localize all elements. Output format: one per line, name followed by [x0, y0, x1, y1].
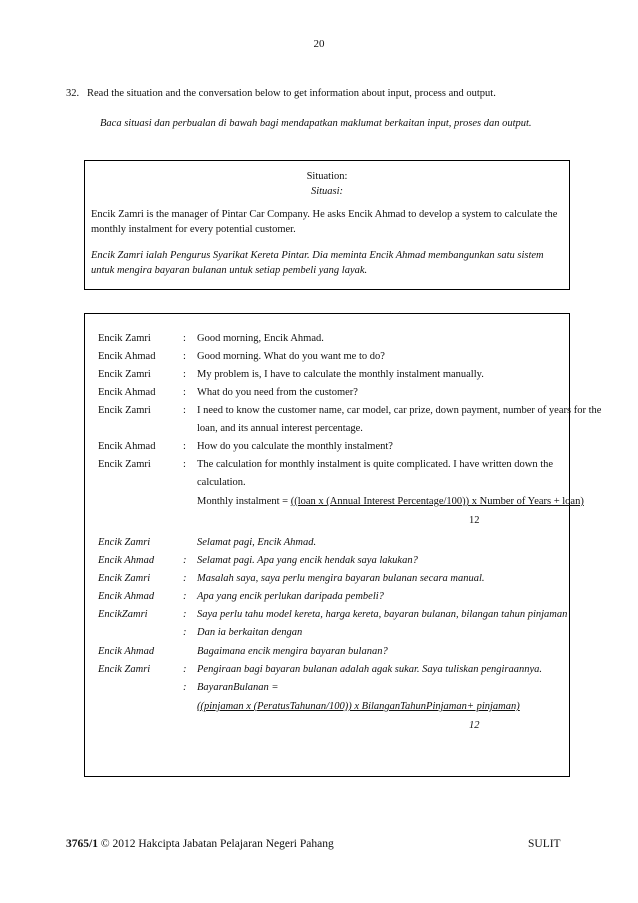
line-text: How do you calculate the monthly instalment? [197, 441, 393, 452]
conversation-line [85, 456, 569, 474]
conversation-line [85, 679, 569, 697]
conversation-line [85, 384, 569, 402]
speaker: Encik Zamri [98, 537, 151, 548]
speaker: Encik Ahmad [98, 646, 155, 657]
page-number: 20 [313, 38, 325, 50]
speaker: Encik Zamri [98, 664, 151, 675]
formula-en-label: Monthly instalment = [197, 496, 291, 507]
formula-my-denominator: 12 [469, 720, 480, 731]
line-text: Bagaimana encik mengira bayaran bulanan? [197, 646, 388, 657]
speaker: Encik Ahmad [98, 387, 156, 398]
speaker: Encik Ahmad [98, 555, 155, 566]
conversation-line [85, 606, 569, 624]
separator: : [183, 441, 186, 452]
footer-code: 3765/1 [66, 838, 98, 850]
formula-my-numerator: ((pinjaman x (PeratusTahunan/100)) x BilanganTahunPinjaman+ pinjaman) [197, 701, 520, 712]
conversation-box [84, 313, 602, 777]
conversation-line [85, 534, 569, 552]
formula-my [85, 698, 569, 716]
conversation-line [85, 438, 569, 456]
separator: : [183, 573, 187, 584]
separator: : [183, 369, 186, 380]
speaker: Encik Zamri [98, 459, 151, 470]
line-text: Good morning. What do you want me to do? [197, 351, 385, 362]
formula-en-line [197, 493, 609, 511]
situation-title [85, 169, 569, 199]
conversation-line [85, 348, 569, 366]
line-text: The calculation for monthly instalment is quite complicated. I have written down the [197, 459, 554, 470]
formula-en-numerator: ((loan x (Annual Interest Percentage/100)) x Number of Years + loan) [290, 496, 584, 507]
line-text: calculation. [197, 477, 246, 488]
formula-en-denominator-row [85, 512, 569, 530]
separator: : [183, 609, 187, 620]
line-text: Selamat pagi, Encik Ahmad. [197, 537, 317, 548]
speaker: Encik Ahmad [98, 441, 156, 452]
conversation-line [85, 552, 569, 570]
line-text: Masalah saya, saya perlu mengira bayaran bulanan secara manual. [197, 573, 485, 584]
conversation-line [85, 474, 569, 492]
footer-status: SULIT [528, 838, 561, 850]
conversation-line [85, 366, 569, 384]
formula-my-denominator-row [85, 717, 569, 735]
formula-en [85, 493, 584, 511]
line-text: Pengiraan bagi bayaran bulanan adalah agak sukar. Saya tuliskan pengiraannya. [197, 664, 543, 675]
speaker: Encik Ahmad [98, 591, 155, 602]
question-number: 32. [66, 88, 80, 99]
situation-title-my: Situasi: [310, 186, 344, 197]
speaker: Encik Zamri [98, 405, 151, 416]
line-text: I need to know the customer name, car model, car prize, down payment, number of years for the [197, 405, 602, 416]
conversation-line [85, 624, 569, 642]
separator: : [183, 664, 187, 675]
conversation-line [85, 420, 569, 438]
situation-title-en: Situation: [306, 171, 348, 182]
separator: : [183, 387, 186, 398]
separator: : [183, 351, 186, 362]
separator: : [183, 555, 187, 566]
conversation-line [85, 643, 569, 661]
conversation-line [85, 570, 569, 588]
separator: : [183, 333, 186, 344]
line-text: What do you need from the customer? [197, 387, 358, 398]
question-text-translation: Baca situasi dan perbualan di bawah bagi mendapatkan maklumat berkaitan input, proses dan output. [100, 118, 532, 129]
situation-text-my: Encik Zamri ialah Pengurus Syarikat Kereta Pintar. Dia meminta Encik Ahmad membangunkan satu sistem untuk mengira bayaran bulanan untuk setiap pembeli yang layak. [91, 250, 544, 276]
footer-copyright [66, 838, 334, 850]
line-text: My problem is, I have to calculate the monthly instalment manually. [197, 369, 484, 380]
speaker: Encik Zamri [98, 333, 151, 344]
line-text: Apa yang encik perlukan daripada pembeli? [197, 591, 384, 602]
formula-en-denominator: 12 [469, 515, 480, 526]
speaker: Encik Zamri [98, 573, 151, 584]
separator: : [183, 682, 187, 693]
line-text: Good morning, Encik Ahmad. [197, 333, 324, 344]
separator: : [183, 591, 187, 602]
conversation-line [85, 588, 569, 606]
separator: : [183, 627, 187, 638]
separator: : [183, 459, 186, 470]
line-text: Saya perlu tahu model kereta, harga kereta, bayaran bulanan, bilangan tahun pinjaman [197, 609, 568, 620]
line-text: loan, and its annual interest percentage. [197, 423, 363, 434]
line-text: Selamat pagi. Apa yang encik hendak saya lakukan? [197, 555, 418, 566]
speaker: EncikZamri [98, 609, 148, 620]
line-text: Dan ia berkaitan dengan [197, 627, 303, 638]
conversation-line [85, 402, 602, 420]
speaker: Encik Ahmad [98, 351, 156, 362]
situation-box [84, 160, 570, 290]
situation-text-en: Encik Zamri is the manager of Pintar Car Company. He asks Encik Ahmad to develop a system to calculate the monthly instalment for every potential customer. [91, 209, 558, 235]
conversation-line [85, 330, 569, 348]
speaker: Encik Zamri [98, 369, 151, 380]
line-text: BayaranBulanan = [197, 682, 279, 693]
separator: : [183, 405, 186, 416]
footer-text: © 2012 Hakcipta Jabatan Pelajaran Negeri Pahang [97, 838, 334, 850]
conversation-line [85, 661, 569, 679]
question-text: Read the situation and the conversation below to get information about input, process and output. [87, 88, 496, 99]
